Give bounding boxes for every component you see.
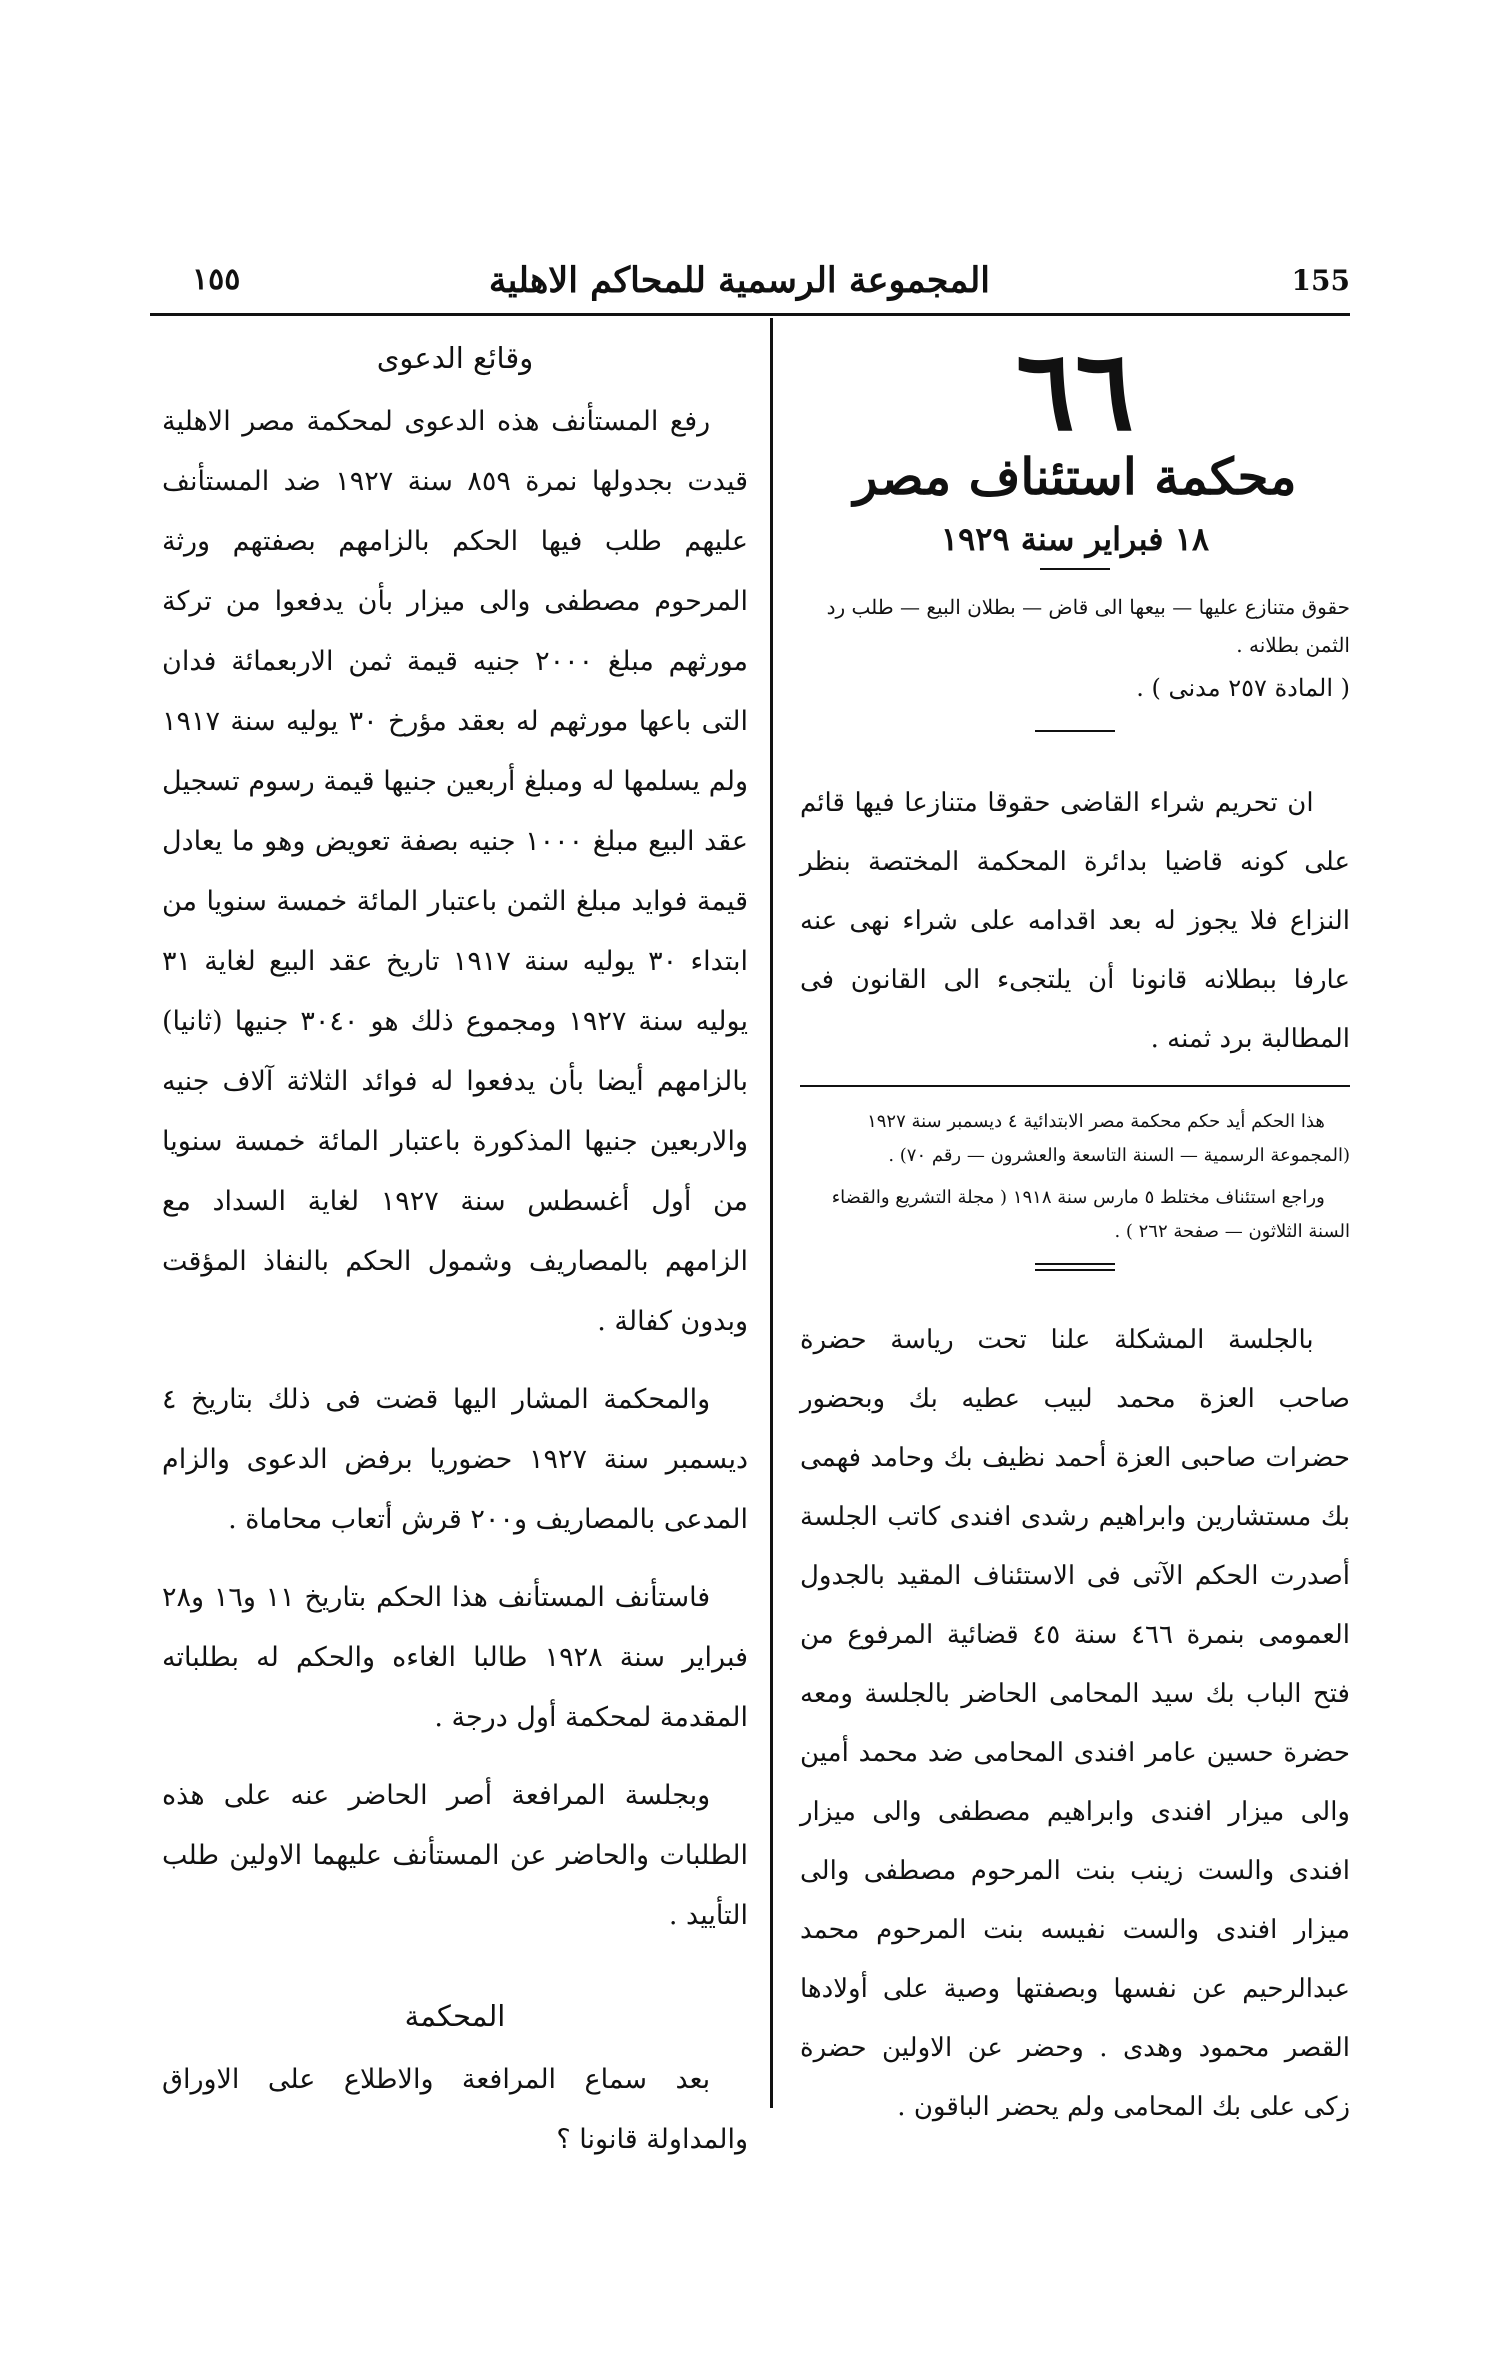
facts-paragraph: فاستأنف المستأنف هذا الحكم بتاريخ ١١ و١٦ و٢٨ فبراير سنة ١٩٢٨ طالبا الغاءه والحكم له بطلباته المقدمة لمحكمة أول درجة . <box>162 1582 749 1733</box>
court-paragraph: بعد سماع المرافعة والاطلاع على الاوراق والمداولة قانونا ؟ <box>162 2064 748 2155</box>
page-header <box>150 262 1350 312</box>
footnote: وراجع استئناف مختلط ٥ مارس سنة ١٩١٨ ( مجلة التشريع والقضاء السنة الثلاثون — صفحة ٢٦٢ ) . <box>831 1187 1350 1242</box>
judgment-date: ١٨ فبراير سنة ١٩٢٩ <box>940 520 1210 558</box>
keywords: حقوق متنازع عليها — بيعها الى قاض — بطلان البيع — طلب رد الثمن بطلانه . <box>826 595 1350 657</box>
article-reference: ( المادة ٢٥٧ مدنى ) . <box>1136 674 1350 702</box>
facts-heading: وقائع الدعوى <box>376 341 534 375</box>
short-rule <box>1035 730 1115 732</box>
left-column <box>162 318 748 2170</box>
footnote: هذا الحكم أيد حكم محكمة مصر الابتدائية ٤ ديسمبر سنة ١٩٢٧ (المجموعة الرسمية — السنة التاسعة والعشرون — رقم ٧٠) . <box>867 1111 1350 1166</box>
legal-principle: ان تحريم شراء القاضى حقوقا متنازعا فيها قائم على كونه قاضيا بدائرة المحكمة المختصة بنظر النزاع فلا يجوز له بعد اقدامه على شراء نهى عنه عارفا ببطلانه قانونا أن يلتجىء الى القانون فى المطالبة برد ثمنه . <box>800 788 1350 1054</box>
page-number-arabic: ١٥٥ <box>192 262 241 297</box>
session-text: بالجلسة المشكلة علنا تحت رياسة حضرة صاحب العزة محمد لبيب عطيه بك وبحضور حضرات صاحبى العزة أحمد نظيف بك وحامد فهمى بك مستشارين وابراهيم رشدى افندى كاتب الجلسة أصدرت الحكم الآتى فى الاستئناف المقيد بالجدول العمومى بنمرة ٤٦٦ سنة ٤٥ قضائية المرفوع من فتح الباب بك سيد المحامى الحاضر بالجلسة ومعه حضرة حسين عامر افندى المحامى ضد محمد أمين والى ميزار افندى وابراهيم مصطفى والى ميزار افندى والست زينب بنت المرحوم مصطفى والى ميزار افندى والست نفيسه بنت المرحوم محمد عبدالرحيم عن نفسها وبصفتها وصية على أولادها القصر محمود وهدى . وحضر عن الاولين حضرة زكى على بك المحامى ولم يحضر الباقون . <box>800 1325 1351 2122</box>
facts-paragraph: والمحكمة المشار اليها قضت فى ذلك بتاريخ ٤ ديسمبر سنة ١٩٢٧ حضوريا برفض الدعوى والزام المدعى بالمصاريف و٢٠٠ قرش أتعاب محاماة . <box>162 1384 748 1535</box>
header-rule <box>150 313 1350 316</box>
notes-rule <box>800 1085 1350 1087</box>
short-rule <box>1040 568 1110 570</box>
facts-paragraph: وبجلسة المرافعة أصر الحاضر عنه على هذه الطلبات والحاضر عن المستأنف عليهما الاولين طلب التأييد . <box>162 1780 748 1931</box>
double-rule <box>1035 1263 1115 1271</box>
column-divider <box>770 318 773 2108</box>
court-name: محكمة استئناف مصر <box>853 447 1297 506</box>
page-number-latin: 155 <box>1291 264 1350 297</box>
case-number: ٦٦ <box>1015 326 1135 455</box>
right-column <box>800 318 1350 2137</box>
court-heading: المحكمة <box>404 1999 506 2033</box>
journal-title: المجموعة الرسمية للمحاكم الاهلية <box>488 260 990 301</box>
facts-paragraph: رفع المستأنف هذه الدعوى لمحكمة مصر الاهلية قيدت بجدولها نمرة ٨٥٩ سنة ١٩٢٧ ضد المستأنف عليهم طلب فيها الحكم بالزامهم بصفتهم ورثة المرحوم مصطفى والى ميزار بأن يدفعوا من تركة مورثهم مبلغ ٢٠٠٠ جنيه قيمة ثمن الاربعمائة فدان التى باعها مورثهم له بعقد مؤرخ ٣٠ يوليه سنة ١٩١٧ ولم يسلمها له ومبلغ أربعين جنيها قيمة رسوم تسجيل عقد البيع مبلغ ١٠٠٠ جنيه بصفة تعويض وهو ما يعادل قيمة فوايد مبلغ الثمن باعتبار المائة خمسة سنويا من ابتداء ٣٠ يوليه سنة ١٩١٧ تاريخ عقد البيع لغاية ٣١ يوليه سنة ١٩٢٧ ومجموع ذلك هو ٣٠٤٠ جنيها (ثانيا) بالزامهم أيضا بأن يدفعوا له فوائد الثلاثة آلاف جنيه والاربعين جنيها المذكورة باعتبار المائة خمسة سنويا من أول أغسطس سنة ١٩٢٧ لغاية السداد مع الزامهم بالمصاريف وشمول الحكم بالنفاذ المؤقت وبدون كفالة . <box>162 406 749 1337</box>
